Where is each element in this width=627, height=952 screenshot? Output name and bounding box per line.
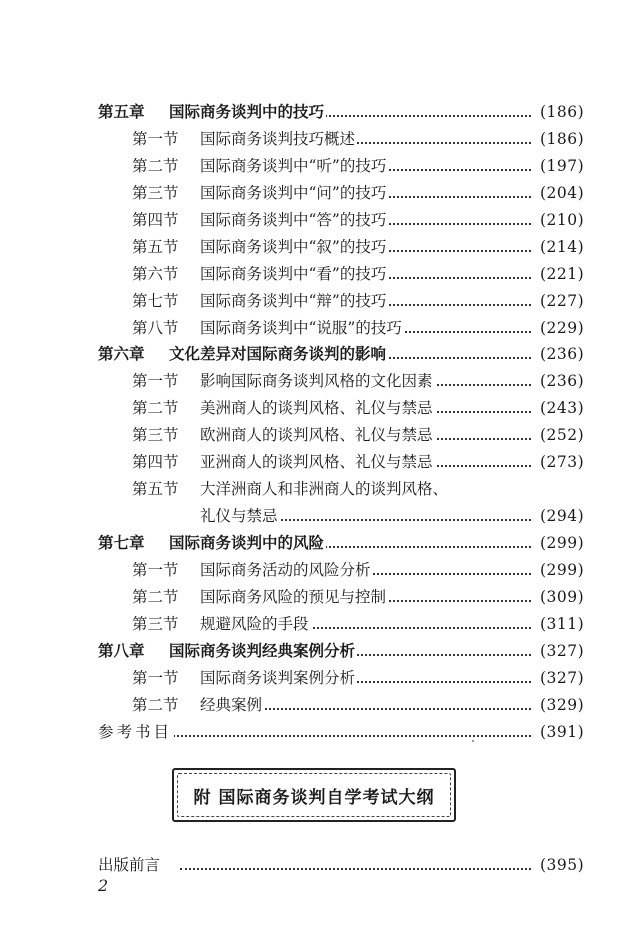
page-reference: (186) <box>540 103 585 121</box>
toc-entry[interactable] <box>0 341 627 367</box>
section-title: 美洲商人的谈判风格、礼仪与禁忌 <box>200 395 435 421</box>
toc-entry[interactable] <box>0 530 627 556</box>
section-label: 第五节 <box>132 238 179 256</box>
banner-title: 附 国际商务谈判自学考试大纲 <box>193 788 435 808</box>
toc-entry[interactable] <box>0 584 627 610</box>
chapter-label: 第八章 <box>98 641 145 660</box>
page-reference: (210) <box>540 211 585 229</box>
page-reference: (186) <box>540 130 585 148</box>
chapter-title: 国际商务谈判经典案例分析 <box>169 638 357 664</box>
toc-entry[interactable] <box>0 692 627 718</box>
page-reference: (391) <box>540 723 585 741</box>
page-reference: (227) <box>540 292 585 310</box>
toc-entry[interactable] <box>0 153 627 179</box>
section-title: 国际商务谈判中“说服”的技巧 <box>200 315 404 341</box>
section-label: 第四节 <box>132 453 179 471</box>
section-title: 大洋洲商人和非洲商人的谈判风格、 <box>200 476 450 502</box>
page-reference: (311) <box>540 615 585 633</box>
page-reference: (214) <box>540 238 585 256</box>
chapter-title: 国际商务谈判中的风险 <box>169 530 326 556</box>
page-reference: (327) <box>540 669 585 687</box>
toc-entry[interactable] <box>0 449 627 475</box>
section-title: 国际商务谈判案例分析 <box>200 665 357 691</box>
section-title: 国际商务谈判中“答”的技巧 <box>200 207 388 233</box>
page-reference: (309) <box>540 588 585 606</box>
chapter-label: 第七章 <box>98 533 145 552</box>
toc-entry[interactable] <box>0 368 627 394</box>
toc-entry[interactable] <box>0 476 627 502</box>
chapter-label: 第六章 <box>98 344 145 363</box>
toc-entry[interactable] <box>0 611 627 637</box>
page-number: 2 <box>98 876 109 895</box>
toc-entry-preface[interactable] <box>0 852 627 878</box>
section-label: 第二节 <box>132 696 179 714</box>
section-label: 第七节 <box>132 292 179 310</box>
section-label: 第八节 <box>132 319 179 337</box>
section-title: 亚洲商人的谈判风格、礼仪与禁忌 <box>200 449 435 475</box>
page-reference: (273) <box>540 453 585 471</box>
section-title: 规避风险的手段 <box>200 611 311 637</box>
section-label: 第三节 <box>132 615 179 633</box>
section-title: 国际商务谈判技巧概述 <box>200 126 357 152</box>
section-label: 第一节 <box>132 561 179 579</box>
section-title: 影响国际商务谈判风格的文化因素 <box>200 368 435 394</box>
toc-entry[interactable] <box>0 288 627 314</box>
toc-entry[interactable] <box>0 180 627 206</box>
section-label: 第五节 <box>132 480 179 498</box>
toc-entry[interactable] <box>0 126 627 152</box>
section-label: 第三节 <box>132 426 179 444</box>
section-title: 欧洲商人的谈判风格、礼仪与禁忌 <box>200 422 435 448</box>
chapter-title: 文化差异对国际商务谈判的影响 <box>169 341 388 367</box>
section-label: 第一节 <box>132 669 179 687</box>
section-label: 第六节 <box>132 265 179 283</box>
section-title: 国际商务谈判中“叙”的技巧 <box>200 234 388 260</box>
section-title: 国际商务谈判中“看”的技巧 <box>200 261 388 287</box>
toc-entry[interactable] <box>0 638 627 664</box>
page-reference: (236) <box>540 345 585 363</box>
preface-page: (395) <box>540 856 585 874</box>
appendix-banner <box>172 768 456 822</box>
page-reference: (329) <box>540 696 585 714</box>
section-label: 第四节 <box>132 211 179 229</box>
section-title: 国际商务谈判中“听”的技巧 <box>200 153 388 179</box>
toc-entry[interactable] <box>0 234 627 260</box>
page-reference: (327) <box>540 642 585 660</box>
toc-entry[interactable] <box>0 395 627 421</box>
page-reference: (252) <box>540 426 585 444</box>
section-label: 第一节 <box>132 130 179 148</box>
page-reference: (243) <box>540 399 585 417</box>
section-title: 国际商务谈判中“问”的技巧 <box>200 180 388 206</box>
page-reference: (204) <box>540 184 585 202</box>
page-reference: (236) <box>540 372 585 390</box>
section-title: 礼仪与禁忌 <box>200 503 280 529</box>
preface-title: 出版前言 <box>98 852 162 878</box>
toc-entry[interactable] <box>0 557 627 583</box>
toc-entry[interactable] <box>0 719 627 745</box>
chapter-label: 第五章 <box>98 102 145 121</box>
stray-mark <box>472 740 474 742</box>
section-label: 第二节 <box>132 399 179 417</box>
section-label: 第三节 <box>132 184 179 202</box>
section-label: 第二节 <box>132 157 179 175</box>
toc-entry[interactable] <box>0 261 627 287</box>
chapter-title: 国际商务谈判中的技巧 <box>169 99 326 125</box>
dot-leader <box>118 735 531 737</box>
section-title: 国际商务风险的预见与控制 <box>200 584 388 610</box>
page-reference: (221) <box>540 265 585 283</box>
section-title: 国际商务活动的风险分析 <box>200 557 373 583</box>
dot-leader <box>220 708 531 710</box>
page-reference: (299) <box>540 561 585 579</box>
toc-entry[interactable] <box>0 207 627 233</box>
toc-entry[interactable] <box>0 315 627 341</box>
page-reference: (299) <box>540 534 585 552</box>
page-reference: (197) <box>540 157 585 175</box>
page-reference: (229) <box>540 319 585 337</box>
page-reference: (294) <box>540 507 585 525</box>
section-label: 第二节 <box>132 588 179 606</box>
section-title: 参考书目 <box>98 719 174 745</box>
toc-entry[interactable] <box>0 503 627 529</box>
dot-leader <box>180 868 531 870</box>
toc-entry[interactable] <box>0 99 627 125</box>
toc-entry[interactable] <box>0 422 627 448</box>
section-title: 经典案例 <box>200 692 264 718</box>
section-title: 国际商务谈判中“辩”的技巧 <box>200 288 388 314</box>
section-label: 第一节 <box>132 372 179 390</box>
toc-entry[interactable] <box>0 665 627 691</box>
